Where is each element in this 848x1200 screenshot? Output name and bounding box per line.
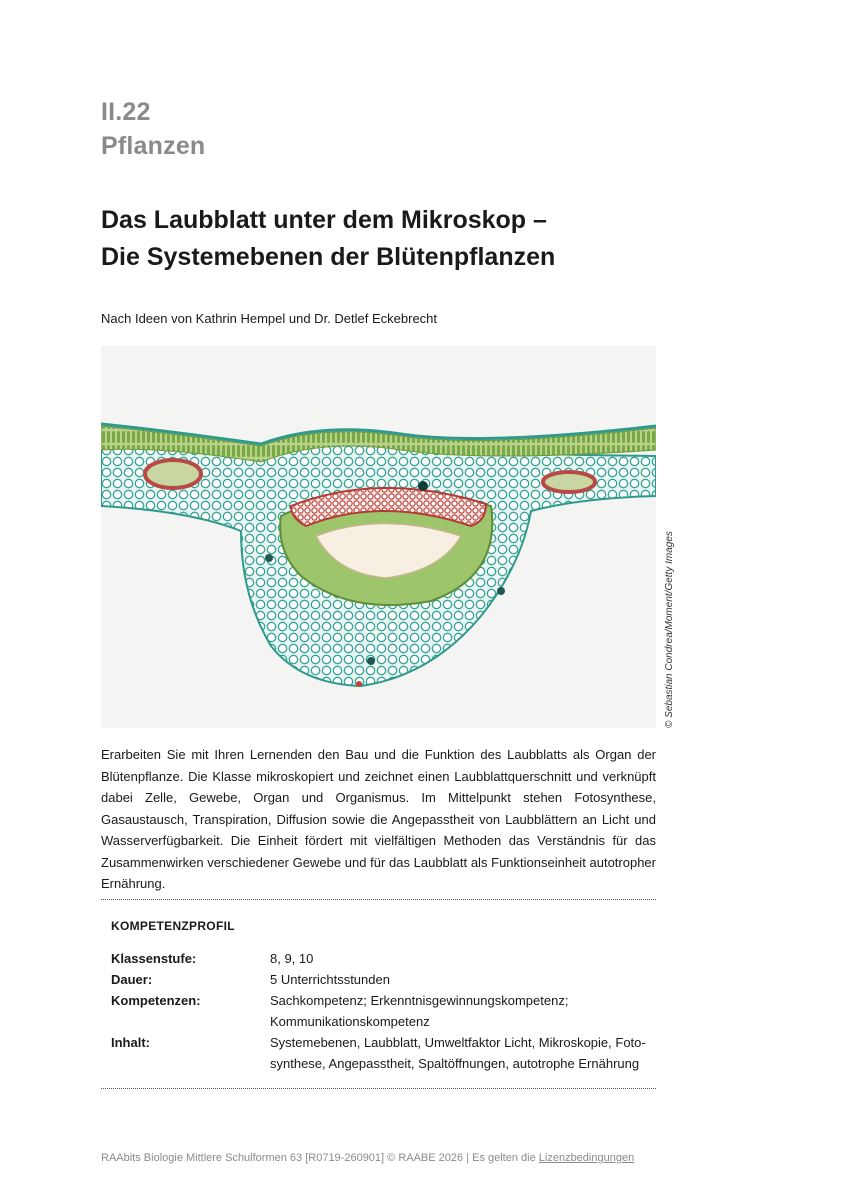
image-credit: © Sebastian Condrea/Moment/Getty Images [664,531,675,728]
section-name: Pflanzen [101,132,206,160]
profile-value-line: synthese, Angepasstheit, Spaltöffnungen, autotrophe Ernährung [270,1056,640,1071]
license-link[interactable]: Lizenzbedingungen [538,1152,635,1164]
resin-duct [265,554,273,562]
section-number: II.22 [101,98,151,126]
profile-label: Inhalt: [111,1035,150,1050]
profile-value [270,990,650,1032]
title-line-2: Die Systemebenen der Blütenpflanzen [101,243,556,271]
authors-line: Nach Ideen von Kathrin Hempel und Dr. Detlef Eckebrecht [101,311,438,326]
profile-value-line: Systemebenen, Laubblatt, Umweltfaktor Licht, Mikroskopie, Foto- [270,1035,646,1050]
profile-value: 8, 9, 10 [270,951,314,966]
profile-value: 5 Unterrichtsstunden [270,972,390,987]
profile-label: Klassenstufe: [111,951,197,966]
intro-paragraph: Erarbeiten Sie mit Ihren Lernenden den Bau und die Funktion des Laubblatts als Organ der Blütenpflanze. Die Klasse mikroskopiert und zeichnet einen Laubblattquerschnitt und verknüpft dabei Zelle, Gewebe, Organ und Organismus. Im Mittelpunkt stehen Fotosynthese, Gasaustausch, Transpiration, Diffusion sowie die Angepasstheit von Laubblättern an Licht und Wasserverfügbarkeit. Die Einheit fördert mit vielfältigen Methoden das Verständnis für das Zusammenwirken verschiedener Gewebe und für das Laubblatt als Funktionseinheit autotropher Ernährung. [101,747,656,891]
resin-duct [356,681,362,687]
footer-text: RAAbits Biologie Mittlere Schulformen 63 [R0719-260901] © RAABE 2026 | Es gelten die [101,1152,539,1164]
profile-divider-bottom [101,1088,656,1089]
page-footer [101,1152,634,1164]
profile-title: KOMPETENZPROFIL [111,919,235,933]
profile-value [270,1032,650,1074]
page-title [101,202,555,276]
profile-value-line: Sachkompetenz; Erkenntnisgewinnungskompetenz; [270,993,569,1008]
resin-duct [418,481,428,491]
profile-label: Kompetenzen: [111,993,201,1008]
title-line-1: Das Laubblatt unter dem Mikroskop – [101,206,547,234]
profile-label: Dauer: [111,972,153,987]
lateral-bundle-right [543,472,595,492]
lateral-bundle-left [145,460,201,488]
leaf-cross-section-illustration [101,346,656,728]
profile-divider-top [101,899,656,900]
resin-duct [367,657,375,665]
resin-duct [497,587,505,595]
leaf-cross-section-photo [101,346,656,728]
profile-value-line: Kommunikationskompetenz [270,1014,430,1029]
